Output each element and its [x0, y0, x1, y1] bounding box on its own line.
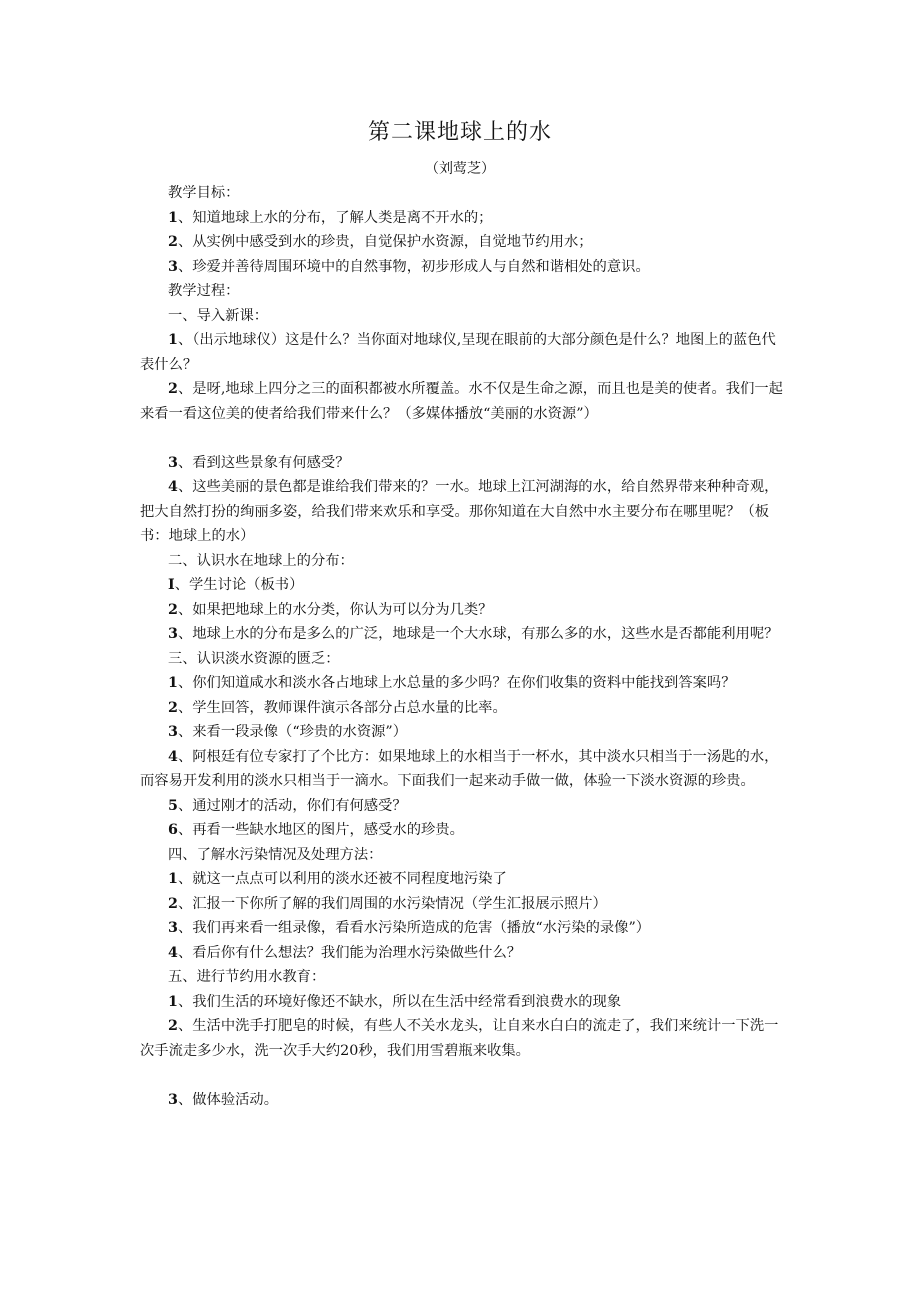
item-text: 、我们生活的环境好像还不缺水，所以在生活中经常看到浪费水的现象: [177, 993, 622, 1010]
item-number: 1: [168, 332, 178, 348]
numbered-paragraph: [140, 377, 785, 426]
item-text: 、是呀,地球上四分之三的面积都被水所覆盖。水不仅是生命之源，而且也是美的使者。我们一起来看一看这位美的使者给我们带来什么？（多媒体播放“美丽的水资源”）: [140, 381, 783, 422]
numbered-paragraph: [140, 451, 785, 476]
item-number: 2: [168, 895, 178, 912]
numbered-paragraph: [140, 475, 785, 549]
numbered-paragraph: [140, 255, 785, 280]
section-heading: 教学过程：: [168, 283, 240, 299]
item-text: 、知道地球上水的分布，了解人类是离不开水的；: [177, 209, 493, 226]
numbered-paragraph: [140, 328, 785, 377]
section-heading: 三、认识淡水资源的匮乏：: [168, 650, 340, 667]
item-text: 、来看一段录像（“珍贵的水资源”）: [177, 724, 408, 740]
item-text: 、生活中洗手打肥皂的时候，有些人不关水龙头，让自来水白白的流走了，我们来统计一下洗一次手流走多少水，洗一次手大约20秒，我们用雪碧瓶来收集。: [140, 1018, 779, 1059]
numbered-paragraph: [140, 622, 785, 647]
numbered-paragraph: [140, 230, 785, 255]
item-text: 、看后你有什么想法？我们能为治理水污染做些什么？: [177, 944, 522, 961]
numbered-paragraph: [140, 941, 785, 966]
item-text: 、珍爱并善待周围环境中的自然事物，初步形成人与自然和谐相处的意识。: [177, 258, 650, 275]
item-text: 、你们知道咸水和淡水各占地球上水总量的多少吗？在你们收集的资料中能找到答案吗？: [177, 675, 736, 691]
item-text: 、学生回答，教师课件演示各部分占总水量的比率。: [177, 699, 507, 716]
item-text: 、阿根廷有位专家打了个比方：如果地球上的水相当于一杯水，其中淡水只相当于一汤匙的水，而容易开发利用的淡水只相当于一滴水。下面我们一起来动手做一做，体验一下淡水资源的珍贵。: [140, 748, 779, 789]
item-text: 、再看一些缺水地区的图片，感受水的珍贵。: [177, 822, 464, 838]
item-number: 3: [168, 1091, 178, 1108]
item-text: 、就这一点点可以利用的淡水还被不同程度地污染了: [177, 871, 507, 887]
item-number: 4: [168, 944, 178, 961]
section-heading: 教学目标：: [168, 185, 240, 201]
document-title: 第二课地球上的水: [367, 120, 552, 145]
numbered-paragraph: [140, 916, 785, 941]
item-text: 、汇报一下你所了解的我们周围的水污染情况（学生汇报展示照片）: [177, 895, 607, 912]
section-heading: 一、导入新课：: [168, 307, 269, 324]
numbered-paragraph: [140, 696, 785, 721]
item-number: 4: [168, 479, 178, 495]
item-number: 2: [168, 381, 178, 397]
item-number: 6: [168, 822, 178, 838]
item-number: 2: [168, 601, 178, 618]
item-number: I: [168, 577, 175, 593]
item-text: 、如果把地球上的水分类，你认为可以分为几类？: [177, 601, 493, 618]
item-number: 3: [168, 920, 178, 936]
document-body: [140, 181, 785, 1112]
item-number: 1: [168, 209, 178, 226]
item-number: 3: [168, 724, 178, 740]
item-number: 2: [168, 1018, 178, 1034]
item-text: 、（出示地球仪）这是什么？当你面对地球仪,呈现在眼前的大部分颜色是什么？地图上的蓝色代表什么？: [140, 332, 776, 373]
item-number: 3: [168, 258, 178, 275]
item-text: 、从实例中感受到水的珍贵，自觉保护水资源，自觉地节约用水；: [177, 234, 593, 250]
numbered-paragraph: [140, 573, 785, 598]
item-number: 1: [168, 871, 178, 887]
numbered-paragraph: [140, 794, 785, 819]
item-text: 、通过刚才的活动，你们有何感受？: [177, 797, 407, 814]
section-heading: 二、认识水在地球上的分布：: [168, 552, 354, 569]
blank-line: [140, 1063, 785, 1088]
item-number: 3: [168, 454, 178, 471]
item-number: 1: [168, 993, 178, 1010]
item-number: 1: [168, 675, 178, 691]
numbered-paragraph: [140, 720, 785, 745]
section-heading: 五、进行节约用水教育：: [168, 969, 326, 985]
numbered-paragraph: [140, 867, 785, 892]
numbered-paragraph: [140, 1088, 785, 1113]
section-heading: 四、了解水污染情况及处理方法：: [168, 846, 383, 863]
item-text: 、做体验活动。: [177, 1091, 279, 1108]
item-text: 、地球上水的分布是多么的广泛，地球是一个大水球，有那么多的水，这些水是否都能利用呢？: [177, 626, 779, 642]
numbered-paragraph: [140, 745, 785, 794]
item-number: 2: [168, 234, 178, 250]
item-text: 、学生讨论（板书）: [174, 577, 304, 593]
numbered-paragraph: [140, 892, 785, 917]
numbered-paragraph: [140, 671, 785, 696]
numbered-paragraph: [140, 990, 785, 1015]
item-number: 4: [168, 748, 178, 765]
item-text: 、看到这些景象有何感受？: [177, 454, 350, 471]
numbered-paragraph: [140, 206, 785, 231]
item-text: 、这些美丽的景色都是谁给我们带来的？一水。地球上江河湖海的水，给自然界带来种种奇观，把大自然打扮的绚丽多姿，给我们带来欢乐和享受。那你知道在大自然中水主要分布在哪里呢？（板书：地球上的水）: [140, 479, 779, 544]
item-number: 3: [168, 626, 178, 642]
numbered-paragraph: [140, 1014, 785, 1063]
item-number: 2: [168, 699, 178, 716]
item-text: 、我们再来看一组录像，看看水污染所造成的危害（播放“水污染的录像”）: [177, 920, 651, 936]
author-line: （刘莺芝）: [425, 161, 495, 177]
item-number: 5: [168, 797, 178, 814]
numbered-paragraph: [140, 818, 785, 843]
numbered-paragraph: [140, 598, 785, 623]
blank-line: [140, 426, 785, 451]
